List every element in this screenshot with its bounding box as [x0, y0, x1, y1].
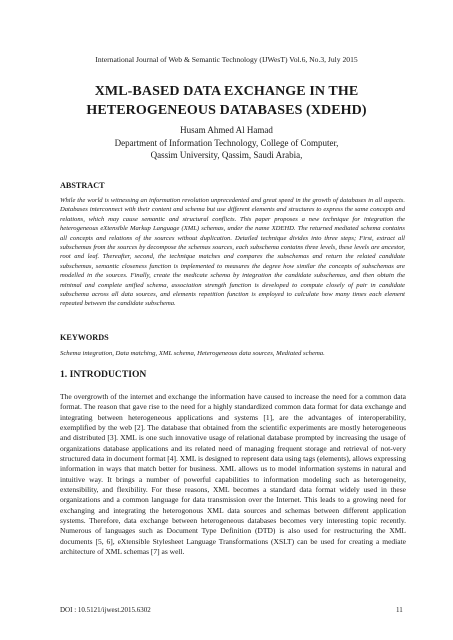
keywords-heading: KEYWORDS [60, 333, 109, 342]
title-line-2: HETEROGENEOUS DATABASES (XDEHD) [86, 103, 367, 118]
author-name: Husam Ahmed Al Hamad [180, 125, 273, 135]
abstract-text: While the world is witnessing an information revolution unprecedented and great speed in the growth of databases in all aspects. Databases interconnect with their content and schema but use different elements and structures to express the same concepts and relations, which may cause semantic and structural conflicts. This paper proposes a new technique for integration the heterogeneous eXtensible Markup Language (XML) schemas, under the name XDEHD. The returned mediated schema contains all concepts and relations of the sources without duplication. Detailed technique divides into three steps; First, extract all subschemas from the sources by decompose the schemas sources, each subschema contains three levels, these levels are ancestor, root and leaf. Thereafter, second, the technique matches and compares the subschemas and return the related candidate subschemas, semantic closeness function is implemented to measures the degree how similar the concepts of subschemas are modelled in the sources. Finally, create the medicate schema by integration the candidate subschemas, and then obtain the minimal and complete unified schema, association strength function is developed to compute closely of pair in candidate subschema across all data sources, and elements repetition function is employed to calculate how many times each element repeated between the candidate subschema. [60, 197, 405, 308]
affiliation-line-2: Qassim University, Qassim, Saudi Arabia, [150, 150, 303, 160]
title-line-1: XML-BASED DATA EXCHANGE IN THE [94, 84, 359, 99]
footer-doi: DOI : 10.5121/ijwest.2015.6302 [60, 606, 151, 614]
keywords-text: Schema integration, Data matching, XML schema, Heterogeneous data sources, Mediated schema. [60, 350, 325, 357]
introduction-heading: 1. INTRODUCTION [60, 369, 147, 380]
affiliation-line-1: Department of Information Technology, College of Computer, [114, 138, 339, 148]
page-number: 11 [396, 606, 403, 614]
journal-header: International Journal of Web & Semantic Technology (IJWesT) Vol.6, No.3, July 2015 [95, 55, 358, 64]
author-block [0, 124, 453, 161]
paper-title [0, 82, 453, 120]
abstract-heading: ABSTRACT [60, 181, 105, 190]
introduction-text: The overgrowth of the internet and exchange the information have caused to increase the need for a common data format. The reason that gave rise to the need for a highly standardized common data format for data exchange and integrating between heterogeneous applications and systems [1], are the advantages of interoperability, exemplified by the web [2]. The database that obtained from the scientific experiments are mostly heterogeneous and distributed [3]. XML is one such innovative usage of relational database prompted by increasing the usage of organizations database applications and its related need of managing frequent storage and retrieval of not-very structured data in document format [4]. XML is designed to represent data using tags (elements), allows expressing information in ways that match better for business. XML allows us to model information systems in natural and intuitive way. It brings a number of powerful capabilities to information modeling such as heterogeneity, extensibility, and flexibility. For these reasons, XML becomes a standard data format widely used in these organizations and a common language for data transmission over the Internet. This leads to a growing need for exchanging and integrating the heterogonous XML data sources and schemas between different application systems. Therefore, data exchange between heterogeneous databases becomes very interesting topic recently. Numerous of languages such as Document Type Definition (DTD) is also used for restructuring the XML documents [5, 6], eXtensible Stylesheet Language Transformations (XSLT) can be used for creating a mediate architecture of XML schemas [7] as well. [60, 392, 406, 557]
